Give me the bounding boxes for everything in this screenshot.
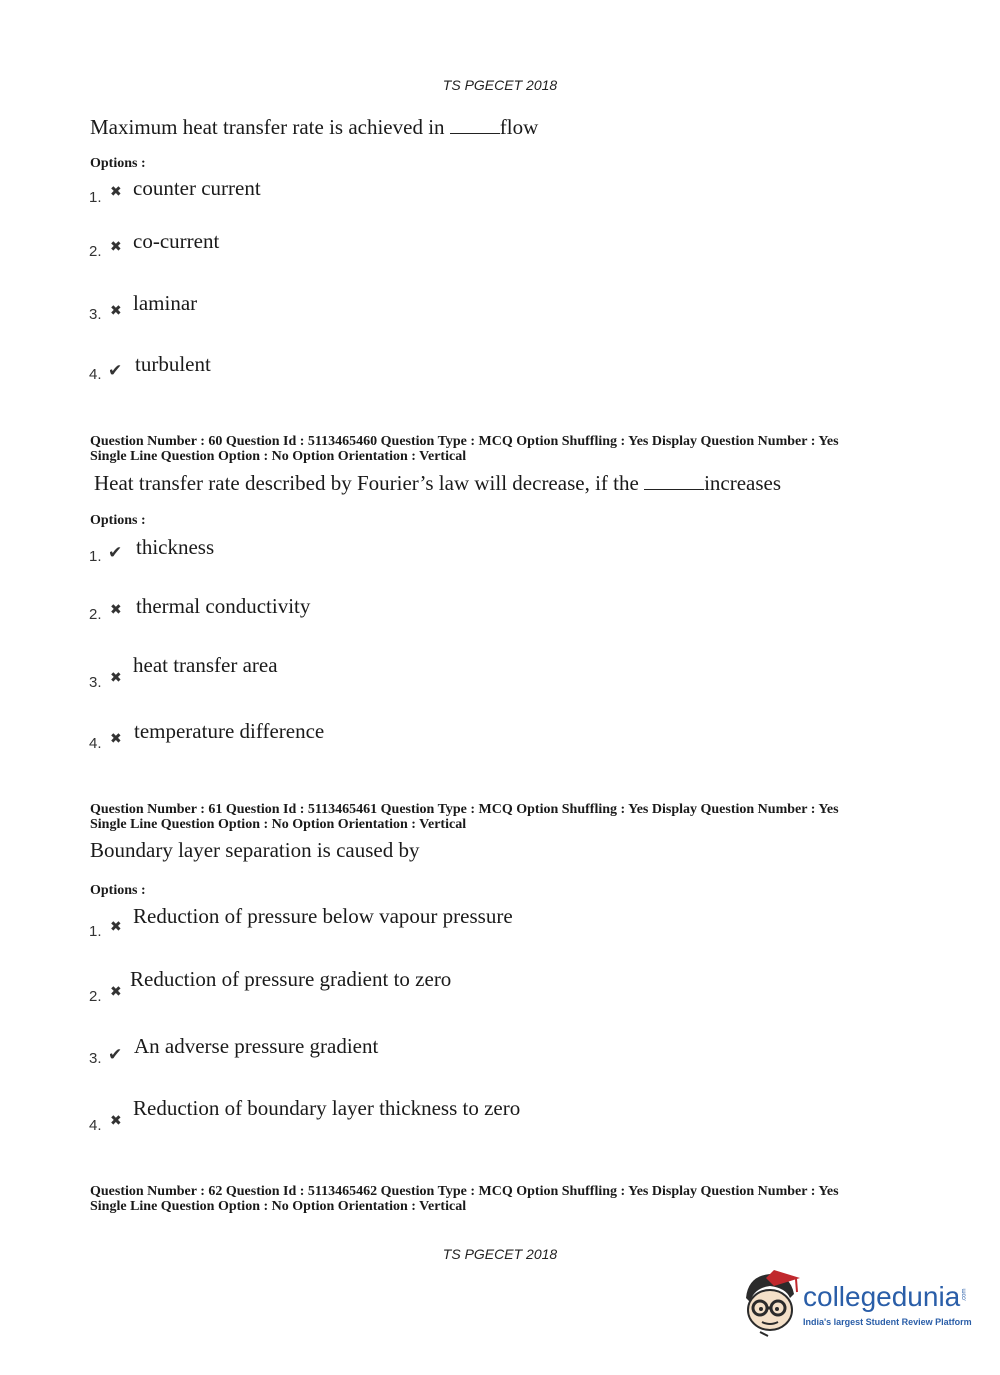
option-number: 2. (89, 988, 102, 1005)
correct-check-icon: ✔ (108, 1045, 123, 1065)
answer-blank (450, 119, 500, 134)
option-number: 3. (89, 1050, 102, 1067)
answer-blank (644, 475, 704, 490)
option-text: Reduction of boundary layer thickness to zero (133, 1096, 521, 1120)
question-text (90, 115, 538, 140)
question-metadata: Single Line Question Option : No Option Orientation : Vertical (90, 817, 467, 832)
options-label: Options : (90, 156, 146, 171)
question-text-before: Maximum heat transfer rate is achieved in (90, 115, 450, 139)
correct-check-icon: ✔ (108, 543, 123, 563)
option-number: 1. (89, 189, 102, 206)
option-text: turbulent (135, 352, 211, 376)
correct-check-icon: ✔ (108, 361, 123, 381)
question-metadata: Question Number : 62 Question Id : 5113465462 Question Type : MCQ Option Shuffling : Yes Display Question Number : Yes (90, 1184, 839, 1199)
options-label: Options : (90, 883, 146, 898)
question-metadata: Single Line Question Option : No Option Orientation : Vertical (90, 1199, 467, 1214)
brand-tagline: India's largest Student Review Platform (803, 1317, 972, 1327)
question-text-after: flow (499, 115, 539, 139)
wrong-mark-icon: ✖ (110, 184, 122, 200)
option-number: 4. (89, 1117, 102, 1134)
option-number: 1. (89, 548, 102, 565)
option-number: 1. (89, 923, 102, 940)
option-text: An adverse pressure gradient (134, 1034, 379, 1058)
wrong-mark-icon: ✖ (110, 670, 122, 686)
wrong-mark-icon: ✖ (110, 731, 122, 747)
wrong-mark-icon: ✖ (110, 239, 122, 255)
wrong-mark-icon: ✖ (110, 303, 122, 319)
option-text: laminar (133, 291, 198, 315)
page-header: TS PGECET 2018 (442, 77, 558, 93)
page-footer: TS PGECET 2018 (442, 1246, 558, 1262)
option-text: Reduction of pressure below vapour pressure (133, 904, 513, 928)
brand-logo-text: collegedunia (803, 1281, 961, 1312)
option-text: heat transfer area (133, 653, 278, 677)
wrong-mark-icon: ✖ (110, 1113, 122, 1129)
option-text: co-current (133, 229, 220, 253)
options-label: Options : (90, 513, 146, 528)
option-number: 3. (89, 306, 102, 323)
option-text: thickness (136, 535, 215, 559)
wrong-mark-icon: ✖ (110, 919, 122, 935)
cartoon-student-mascot-icon (740, 1268, 802, 1340)
option-number: 4. (89, 735, 102, 752)
option-number: 4. (89, 366, 102, 383)
question-metadata: Question Number : 61 Question Id : 5113465461 Question Type : MCQ Option Shuffling : Yes Display Question Number : Yes (90, 802, 839, 817)
question-metadata: Single Line Question Option : No Option Orientation : Vertical (90, 449, 467, 464)
option-text: temperature difference (134, 719, 325, 743)
wrong-mark-icon: ✖ (110, 984, 122, 1000)
question-metadata: Question Number : 60 Question Id : 5113465460 Question Type : MCQ Option Shuffling : Yes Display Question Number : Yes (90, 434, 839, 449)
question-text-after: increases (704, 471, 782, 495)
brand-tld: .com (961, 1288, 968, 1302)
option-text: thermal conductivity (136, 594, 311, 618)
option-number: 3. (89, 674, 102, 691)
option-text: Reduction of pressure gradient to zero (130, 967, 452, 991)
option-number: 2. (89, 243, 102, 260)
question-text-before: Heat transfer rate described by Fourier’s law will decrease, if the (94, 471, 645, 495)
question-text (94, 471, 781, 496)
option-text: counter current (133, 176, 261, 200)
option-number: 2. (89, 606, 102, 623)
wrong-mark-icon: ✖ (110, 602, 122, 618)
question-text: Boundary layer separation is caused by (90, 838, 420, 862)
